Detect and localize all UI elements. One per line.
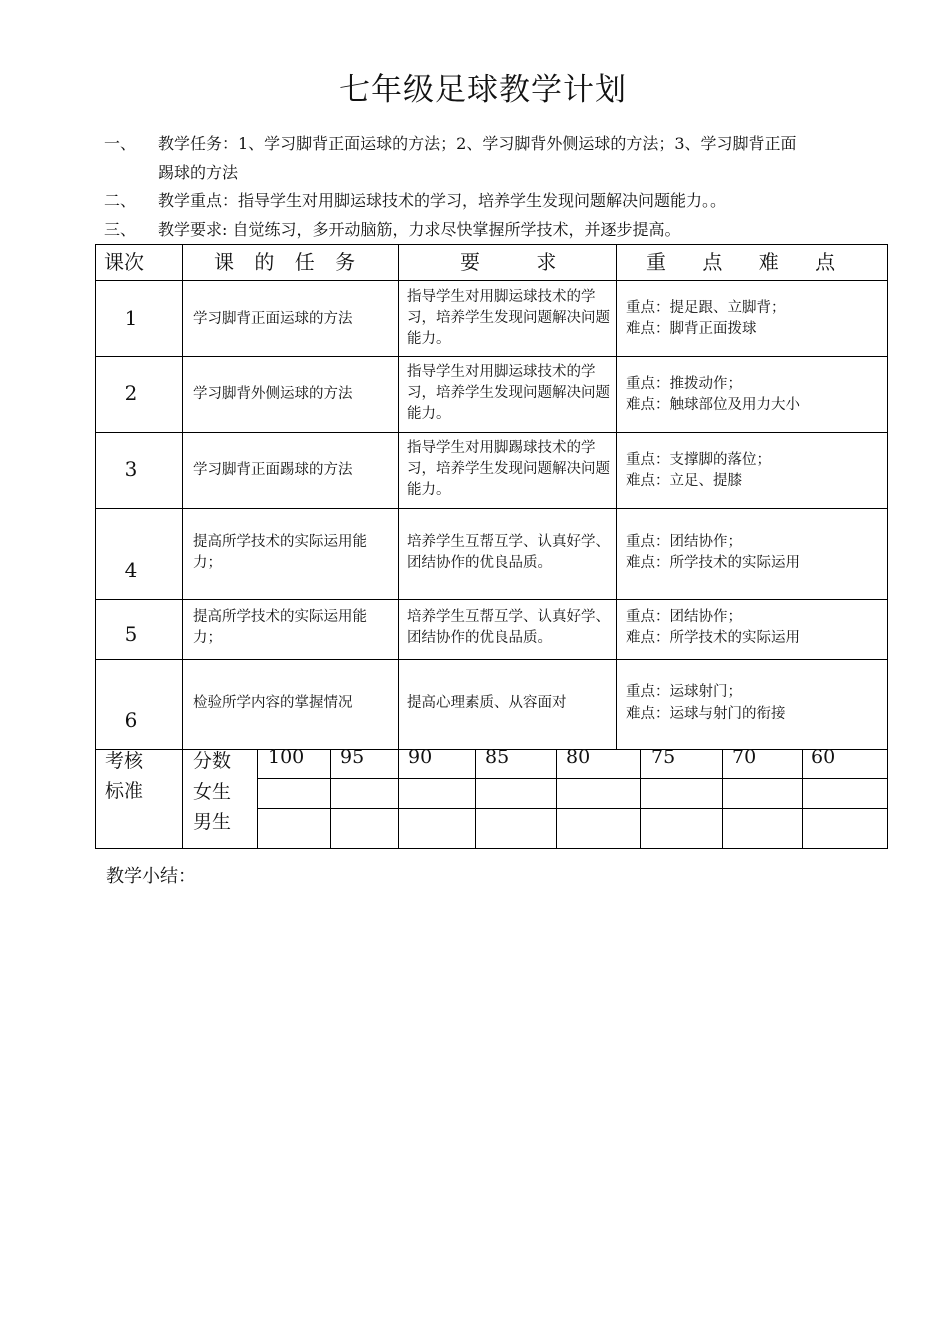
lesson-key-point: 重点：支撑脚的落位；	[626, 452, 771, 468]
lesson-requirement: 指导学生对用脚踢球技术的学习，培养学生发现问题解决问题能力。	[407, 440, 610, 498]
table-divider	[475, 749, 476, 849]
lesson-difficulty: 难点：运球与射门的衔接	[626, 706, 786, 722]
lesson-number: 2	[124, 381, 138, 405]
section-requirement	[104, 218, 680, 242]
table-border	[887, 749, 888, 849]
table-divider	[95, 508, 888, 509]
header-focus: 重 点 难 点	[646, 250, 836, 274]
table-divider	[95, 356, 888, 357]
lesson-difficulty: 难点：所学技术的实际运用	[626, 555, 800, 571]
male-label: 男生	[193, 811, 232, 833]
lesson-difficulty: 难点：所学技术的实际运用	[626, 630, 800, 646]
lesson-difficulty: 难点：触球部位及用力大小	[626, 397, 800, 413]
header-lesson: 课次	[104, 250, 144, 274]
summary-label: 教学小结：	[106, 866, 196, 887]
table-divider	[95, 432, 888, 433]
section-text: 教学任务：1、学习脚背正面运球的方法；2、学习脚背外侧运球的方法；3、学习脚背正面	[158, 134, 797, 153]
lesson-key-point: 重点：运球射门；	[626, 684, 742, 700]
lesson-number: 5	[124, 622, 138, 646]
assessment-label: 考核	[105, 750, 144, 772]
lesson-key-point: 重点：推拨动作；	[626, 376, 742, 392]
lesson-number: 1	[124, 306, 138, 330]
table-border	[887, 244, 888, 749]
table-border	[95, 749, 96, 849]
lesson-task: 检验所学内容的掌握情况	[193, 695, 353, 711]
lesson-number: 6	[124, 708, 138, 732]
lesson-key-point: 重点：团结协作；	[626, 609, 742, 625]
female-label: 女生	[193, 781, 232, 803]
table-divider	[616, 244, 617, 749]
score-value: 70	[732, 746, 757, 768]
header-requirement: 要 求	[460, 250, 557, 274]
section-number: 三、	[104, 220, 137, 239]
score-value: 60	[811, 746, 836, 768]
header-task: 课 的 任 务	[214, 250, 356, 274]
table-divider	[95, 599, 888, 600]
lesson-requirement: 提高心理素质、从容面对	[407, 695, 567, 711]
table-divider	[95, 280, 888, 281]
lesson-task: 学习脚背外侧运球的方法	[193, 386, 353, 402]
table-border	[95, 848, 888, 849]
table-divider	[257, 778, 888, 779]
table-divider	[95, 659, 888, 660]
table-divider	[182, 244, 183, 749]
score-value: 75	[651, 746, 676, 768]
lesson-difficulty: 难点：脚背正面拨球	[626, 321, 757, 337]
section-focus	[104, 189, 726, 213]
section-task	[104, 132, 874, 156]
lesson-number: 4	[124, 558, 138, 582]
score-value: 90	[408, 746, 433, 768]
table-divider	[802, 749, 803, 849]
score-label: 分数	[193, 750, 232, 772]
lesson-requirement: 指导学生对用脚运球技术的学习，培养学生发现问题解决问题能力。	[407, 364, 610, 422]
lesson-requirement: 培养学生互帮互学、认真好学、团结协作的优良品质。	[407, 609, 610, 646]
lesson-task: 学习脚背正面踢球的方法	[193, 462, 353, 478]
score-value: 100	[268, 746, 305, 768]
lesson-task: 学习脚背正面运球的方法	[193, 311, 353, 327]
score-value: 80	[566, 746, 591, 768]
table-divider	[398, 749, 399, 849]
section-text: 教学要求: 自觉练习，多开动脑筋，力求尽快掌握所学技术，并逐步提高。	[158, 220, 681, 239]
lesson-key-point: 重点：提足跟、立脚背；	[626, 300, 786, 316]
table-divider	[556, 749, 557, 849]
score-value: 95	[340, 746, 365, 768]
lesson-requirement: 指导学生对用脚运球技术的学习，培养学生发现问题解决问题能力。	[407, 289, 610, 347]
table-divider	[257, 749, 258, 849]
lesson-key-point: 重点：团结协作；	[626, 534, 742, 550]
lesson-task: 提高所学技术的实际运用能力；	[193, 534, 367, 571]
lesson-task: 提高所学技术的实际运用能力；	[193, 609, 367, 646]
score-value: 85	[485, 746, 510, 768]
lesson-difficulty: 难点：立足、提膝	[626, 473, 742, 489]
section-number: 一、	[104, 134, 137, 153]
table-divider	[330, 749, 331, 849]
table-divider	[182, 749, 183, 849]
table-divider	[640, 749, 641, 849]
table-divider	[257, 808, 888, 809]
section-text-continued: 踢球的方法	[158, 163, 239, 182]
section-number: 二、	[104, 191, 137, 210]
table-divider	[398, 244, 399, 749]
table-divider	[722, 749, 723, 849]
lesson-number: 3	[124, 457, 138, 481]
page-title: 七年级足球教学计划	[339, 72, 627, 108]
section-text: 教学重点：指导学生对用脚运球技术的学习，培养学生发现问题解决问题能力。。	[158, 191, 727, 210]
lesson-requirement: 培养学生互帮互学、认真好学、团结协作的优良品质。	[407, 534, 610, 571]
assessment-label: 标准	[105, 780, 144, 802]
table-border	[95, 244, 888, 245]
